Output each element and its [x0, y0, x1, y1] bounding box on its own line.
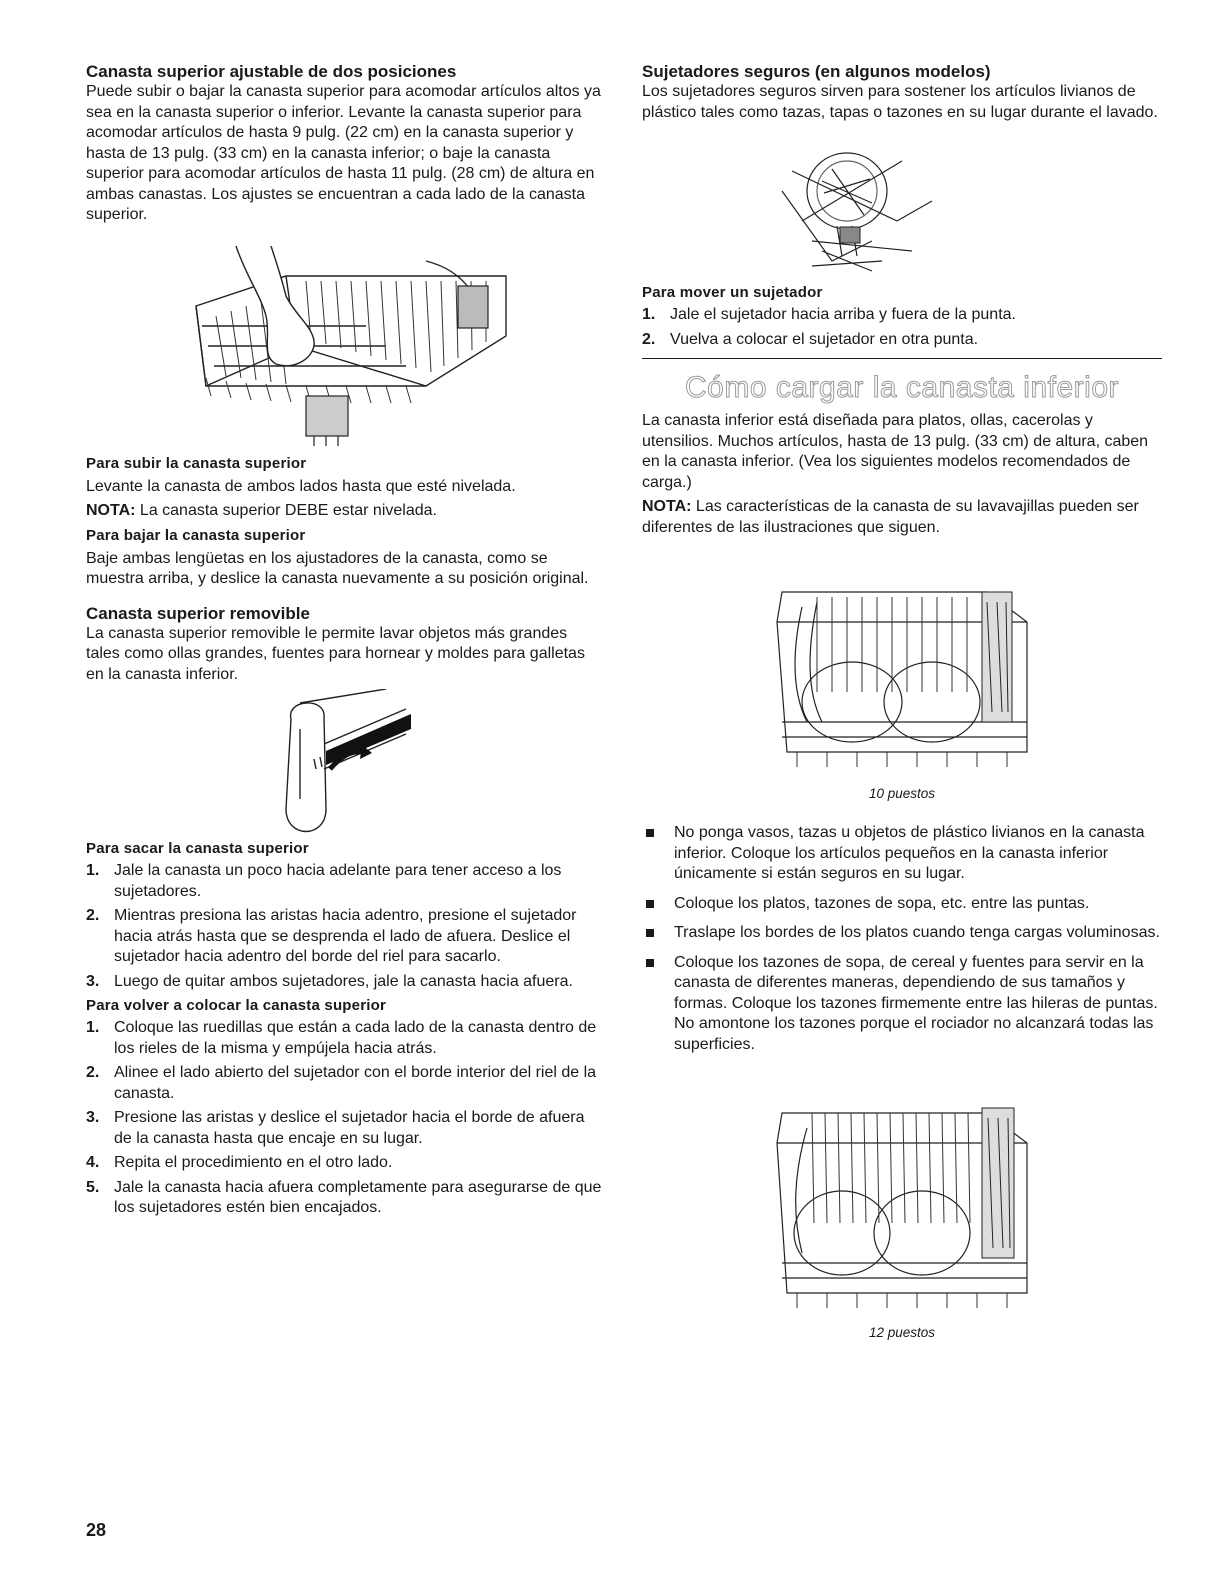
step-text: Repita el procedimiento en el otro lado. [114, 1154, 393, 1171]
lower-rack-12-illustration [642, 1073, 1162, 1323]
step-text: Luego de quitar ambos sujetadores, jale la canasta hacia afuera. [114, 972, 573, 990]
step-text: Coloque las ruedillas que están a cada lado de la canasta dentro de los rieles de la misma y empújela hacia atrás. [114, 1019, 597, 1057]
remove-rack-steps [86, 861, 602, 992]
list-item [86, 972, 602, 993]
secure-clips-heading: Sujetadores seguros (en algunos modelos) [642, 62, 991, 81]
list-item [642, 894, 1162, 915]
step-text: Mientras presiona las aristas hacia adentro, presione el sujetador hacia atrás hasta que se desprenda el lado de afuera. Deslice el sujetador hacia adentro del borde del riel para sacarlo. [114, 907, 577, 965]
step-number: 1. [642, 306, 656, 323]
lower-rack-body: Baje ambas lengüetas en los ajustadores de la canasta, como se muestra arriba, y deslice la canasta nuevamente a su posición original. [86, 549, 589, 587]
note-label: NOTA: [642, 498, 692, 515]
lower-rack-intro: La canasta inferior está diseñada para platos, ollas, cacerolas y utensilios. Muchos artículos, hasta de 13 pulg. (33 cm) de altura, caben en la canasta inferior. (Vea los siguientes modelos recomendados de carga.) [642, 412, 1149, 491]
step-text: Presione las aristas y deslice el sujetador hacia el borde de afuera de la canasta hasta que encaje en su lugar. [114, 1109, 585, 1147]
removable-rack-body: La canasta superior removible le permite lavar objetos más grandes tales como ollas grandes, fuentes para hornear y moldes para galletas en la canasta inferior. [86, 624, 585, 683]
list-item [86, 861, 602, 902]
move-clip-heading: Para mover un sujetador [642, 284, 823, 301]
step-number: 2. [642, 330, 656, 348]
list-item [86, 1108, 602, 1149]
left-column [86, 62, 602, 1219]
step-text: Jale la canasta hacia afuera completamente para asegurarse de que los sujetadores estén bien encajados. [114, 1178, 602, 1216]
step-text: Jale el sujetador hacia arriba y fuera de la punta. [670, 306, 1016, 323]
bullet-icon [646, 959, 654, 967]
page-number: 28 [86, 1520, 107, 1540]
step-number: 2. [86, 1064, 100, 1081]
section-divider [642, 358, 1162, 359]
right-column [642, 62, 1162, 1340]
step-number: 3. [86, 972, 100, 990]
bullet-text: Coloque los platos, tazones de sopa, etc. entre las puntas. [674, 894, 1090, 912]
note-label: NOTA: [86, 502, 136, 519]
lower-rack-note-text: Las características de la canasta de su lavavajillas pueden ser diferentes de las ilustraciones que siguen. [642, 498, 1139, 536]
secure-clip-illustration [642, 131, 1162, 281]
step-text: Vuelva a colocar el sujetador en otra punta. [670, 330, 979, 348]
bullet-text: Coloque los tazones de sopa, de cereal y fuentes para servir en la canasta de diferentes maneras, dependiendo de sus tamaños y formas. Coloque los tazones firmemente entre las hileras de puntas. No amontone los tazones porque el rociador no alcanzará todas las superficies. [674, 953, 1158, 1053]
list-item [86, 1178, 602, 1219]
raise-rack-note [86, 501, 602, 522]
replace-rack-steps [86, 1018, 602, 1219]
step-number: 1. [86, 1019, 100, 1036]
list-item [86, 1018, 602, 1059]
loading-tips-list [642, 823, 1162, 1055]
step-number: 2. [86, 907, 100, 924]
raise-rack-note-text: La canasta superior DEBE estar nivelada. [135, 502, 437, 519]
step-number: 1. [86, 862, 100, 879]
upper-rack-adjust-illustration [86, 246, 602, 446]
bullet-text: No ponga vasos, tazas u objetos de plástico livianos en la canasta inferior. Coloque los artículos pequeños en la canasta inferior únicamente si están seguros en su lugar. [674, 824, 1145, 882]
replace-rack-heading: Para volver a colocar la canasta superior [86, 997, 387, 1014]
remove-rack-heading: Para sacar la canasta superior [86, 840, 309, 857]
step-number: 4. [86, 1154, 100, 1171]
step-number: 5. [86, 1178, 100, 1196]
list-item [642, 953, 1162, 1056]
bullet-icon [646, 829, 654, 837]
step-text: Alinee el lado abierto del sujetador con el borde interior del riel de la canasta. [114, 1064, 597, 1102]
list-item [86, 906, 602, 968]
figure-caption: 10 puestos [868, 786, 936, 801]
raise-rack-heading: Para subir la canasta superior [86, 454, 307, 472]
bullet-icon [646, 900, 654, 908]
list-item [86, 1153, 602, 1174]
list-item [642, 923, 1162, 944]
step-number: 3. [86, 1109, 100, 1126]
list-item [642, 330, 1162, 351]
rail-clip-illustration [86, 689, 602, 839]
lower-rack-heading: Para bajar la canasta superior [86, 526, 306, 544]
adjustable-rack-heading: Canasta superior ajustable de dos posiciones [86, 62, 457, 81]
figure-caption: 12 puestos [868, 1325, 936, 1340]
adjustable-rack-body: Puede subir o bajar la canasta superior para acomodar artículos altos ya sea en la canasta superior o inferior. Levante la canasta superior para acomodar artículos de hasta 9 pulg. (22 cm) en la canasta superior y hasta de 13 pulg. (33 cm) en la canasta inferior; o baje la canasta superior para acomodar artículos de hasta 11 pulg. (28 cm) de altura en ambas canastas. Los ajustes se encuentran a cada lado de la canasta superior. [86, 83, 601, 223]
move-clip-steps [642, 305, 1162, 350]
removable-rack-heading: Canasta superior removible [86, 603, 310, 623]
raise-rack-body: Levante la canasta de ambos lados hasta que esté nivelada. [86, 477, 516, 495]
list-item [642, 823, 1162, 885]
step-text: Jale la canasta un poco hacia adelante para tener acceso a los sujetadores. [114, 862, 562, 900]
lower-rack-note [642, 497, 1162, 538]
list-item [86, 1063, 602, 1104]
list-item [642, 305, 1162, 326]
lower-rack-title: Cómo cargar la canasta inferior [684, 371, 1120, 404]
bullet-icon [646, 929, 654, 937]
secure-clips-body: Los sujetadores seguros sirven para sostener los artículos livianos de plástico tales como tazas, tapas o tazones en su lugar durante el lavado. [642, 83, 1158, 121]
lower-rack-10-illustration [642, 552, 1162, 782]
bullet-text: Traslape los bordes de los platos cuando tenga cargas voluminosas. [674, 924, 1160, 941]
